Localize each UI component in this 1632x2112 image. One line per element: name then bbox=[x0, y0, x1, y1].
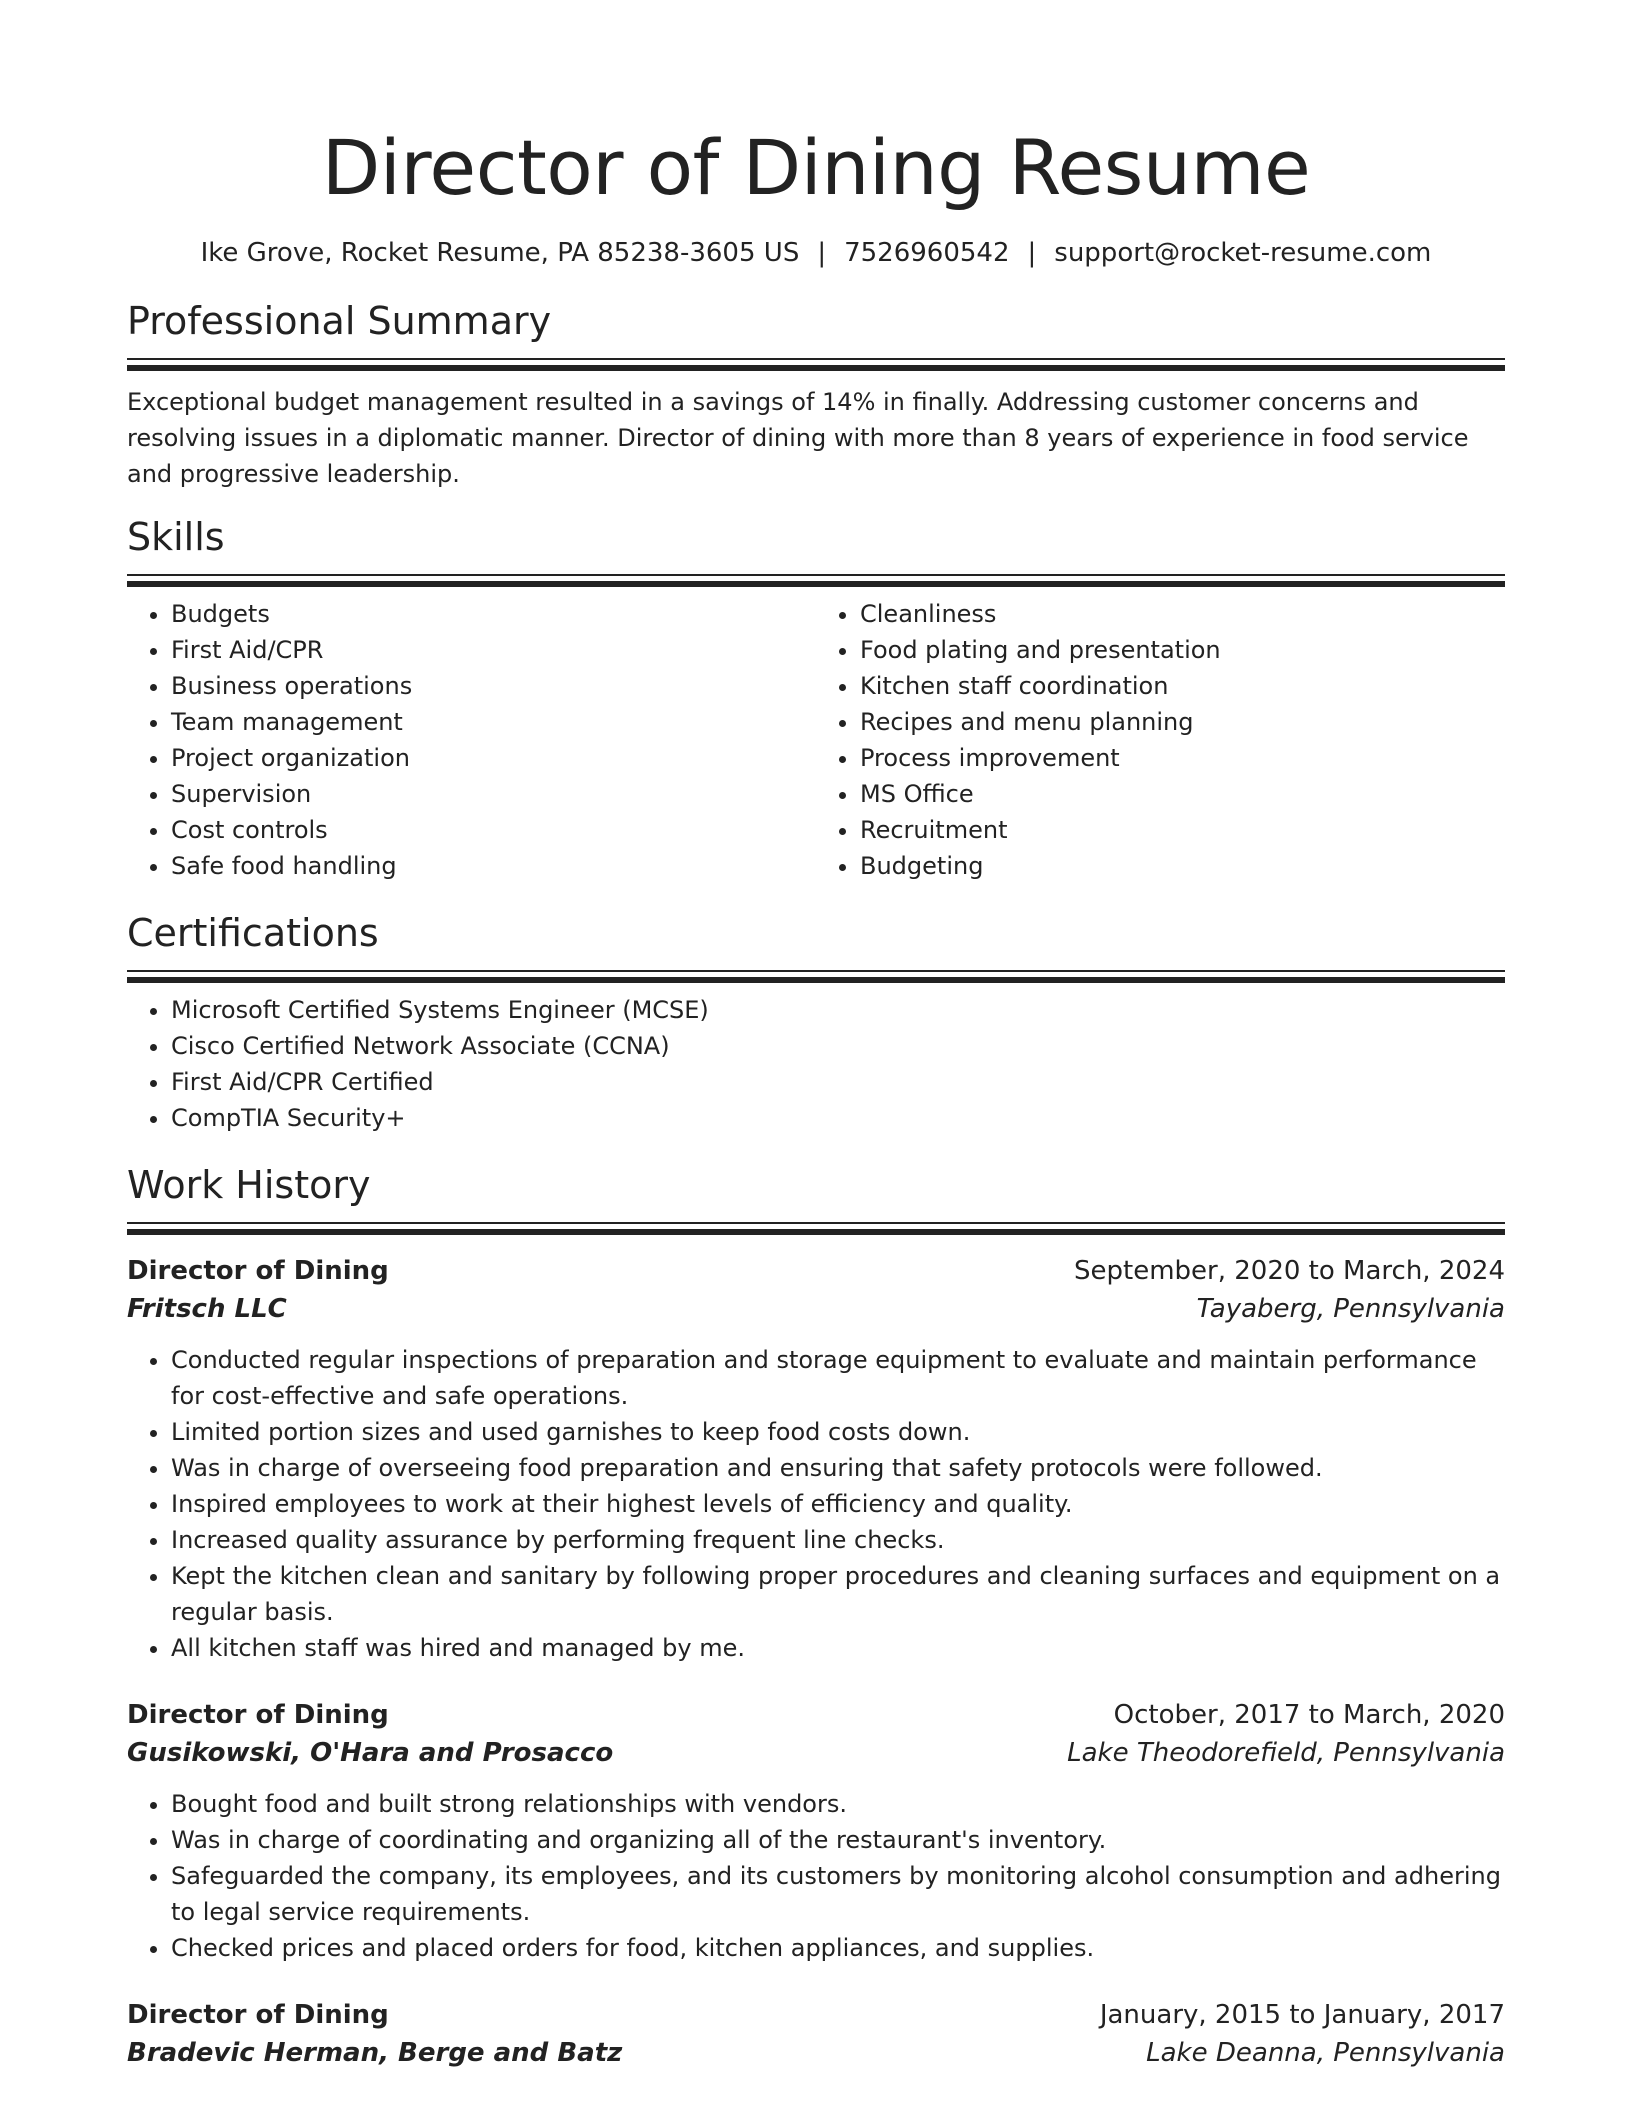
job-entry bbox=[127, 1252, 1505, 1666]
certifications-list bbox=[127, 992, 1505, 1136]
skill-item: • Process improvement bbox=[860, 740, 1505, 776]
skill-item: • Budgets bbox=[171, 596, 816, 632]
job-bullet: • All kitchen staff was hired and managed by me. bbox=[171, 1630, 1505, 1666]
skill-item: • Cost controls bbox=[171, 812, 816, 848]
contact-address: Ike Grove, Rocket Resume, PA 85238-3605 US bbox=[200, 238, 800, 268]
job-bullet: • Kept the kitchen clean and sanitary by following proper procedures and cleaning surfaces and equipment on a regular basis. bbox=[171, 1558, 1505, 1630]
certifications-section bbox=[127, 910, 1505, 1136]
job-bullet: • Checked prices and placed orders for food, kitchen appliances, and supplies. bbox=[171, 1930, 1505, 1966]
job-bullets bbox=[127, 1786, 1505, 1966]
job-entry bbox=[127, 1696, 1505, 1966]
job-bullet: • Limited portion sizes and used garnishes to keep food costs down. bbox=[171, 1414, 1505, 1450]
summary-section bbox=[127, 298, 1505, 492]
section-divider bbox=[127, 574, 1505, 579]
certification-item: • Cisco Certified Network Associate (CCNA) bbox=[171, 1028, 1505, 1064]
job-bullet: • Bought food and built strong relationships with vendors. bbox=[171, 1786, 1505, 1822]
contact-email[interactable]: support@rocket-resume.com bbox=[1054, 238, 1432, 268]
section-heading: Professional Summary bbox=[127, 299, 552, 343]
job-bullet: • Was in charge of coordinating and organizing all of the restaurant's inventory. bbox=[171, 1822, 1505, 1858]
job-bullet: • Safeguarded the company, its employees, and its customers by monitoring alcohol consumption and adhering to legal service requirements. bbox=[171, 1858, 1505, 1930]
skills-list-right bbox=[816, 596, 1505, 884]
resume-title: Director of Dining Resume bbox=[321, 123, 1311, 212]
job-location: Lake Theodorefield, Pennsylvania bbox=[1067, 1738, 1505, 1768]
job-bullet: • Inspired employees to work at their highest levels of efficiency and quality. bbox=[171, 1486, 1505, 1522]
contact-separator: | bbox=[1027, 238, 1037, 268]
summary-text: Exceptional budget management resulted in a savings of 14% in finally. Addressing customer concerns and resolving issues in a diplomatic manner. Director of dining with more than 8 years of experience in food service and progressive leadership. bbox=[127, 388, 1469, 488]
skill-item: • First Aid/CPR bbox=[171, 632, 816, 668]
skill-item: • Business operations bbox=[171, 668, 816, 704]
job-dates: September, 2020 to March, 2024 bbox=[1074, 1256, 1505, 1286]
section-divider bbox=[127, 970, 1505, 975]
skill-item: • Budgeting bbox=[860, 848, 1505, 884]
skill-item: • MS Office bbox=[860, 776, 1505, 812]
section-divider bbox=[127, 358, 1505, 363]
skill-item: • Cleanliness bbox=[860, 596, 1505, 632]
job-title: Director of Dining bbox=[127, 2000, 389, 2030]
skills-grid bbox=[127, 596, 1505, 884]
job-company: Gusikowski, O'Hara and Prosacco bbox=[127, 1738, 614, 1768]
job-entry bbox=[127, 1996, 1505, 2072]
job-bullet: • Conducted regular inspections of preparation and storage equipment to evaluate and maintain performance for cost-effective and safe operations. bbox=[171, 1342, 1505, 1414]
work-history-section bbox=[127, 1162, 1505, 2072]
certification-item: • First Aid/CPR Certified bbox=[171, 1064, 1505, 1100]
job-bullets bbox=[127, 1342, 1505, 1666]
contact-separator: | bbox=[817, 238, 827, 268]
job-bullet: • Increased quality assurance by performing frequent line checks. bbox=[171, 1522, 1505, 1558]
section-divider bbox=[127, 1222, 1505, 1227]
job-company: Bradevic Herman, Berge and Batz bbox=[127, 2038, 623, 2068]
section-heading: Certifications bbox=[127, 911, 379, 955]
job-location: Lake Deanna, Pennsylvania bbox=[1146, 2038, 1505, 2068]
section-heading: Skills bbox=[127, 515, 225, 559]
skill-item: • Food plating and presentation bbox=[860, 632, 1505, 668]
job-title: Director of Dining bbox=[127, 1700, 389, 1730]
skills-section bbox=[127, 514, 1505, 884]
job-location: Tayaberg, Pennsylvania bbox=[1196, 1294, 1505, 1324]
skills-list-left bbox=[127, 596, 816, 884]
contact-phone: 7526960542 bbox=[844, 238, 1010, 268]
skill-item: • Kitchen staff coordination bbox=[860, 668, 1505, 704]
skill-item: • Project organization bbox=[171, 740, 816, 776]
skill-item: • Recipes and menu planning bbox=[860, 704, 1505, 740]
job-bullet: • Was in charge of overseeing food preparation and ensuring that safety protocols were followed. bbox=[171, 1450, 1505, 1486]
job-company: Fritsch LLC bbox=[127, 1294, 287, 1324]
skill-item: • Recruitment bbox=[860, 812, 1505, 848]
section-heading: Work History bbox=[127, 1163, 371, 1207]
certification-item: • CompTIA Security+ bbox=[171, 1100, 1505, 1136]
job-dates: January, 2015 to January, 2017 bbox=[1099, 2000, 1505, 2030]
certification-item: • Microsoft Certified Systems Engineer (MCSE) bbox=[171, 992, 1505, 1028]
skill-item: • Safe food handling bbox=[171, 848, 816, 884]
skill-item: • Team management bbox=[171, 704, 816, 740]
job-title: Director of Dining bbox=[127, 1256, 389, 1286]
job-dates: October, 2017 to March, 2020 bbox=[1113, 1700, 1505, 1730]
skill-item: • Supervision bbox=[171, 776, 816, 812]
contact-line bbox=[127, 236, 1505, 270]
